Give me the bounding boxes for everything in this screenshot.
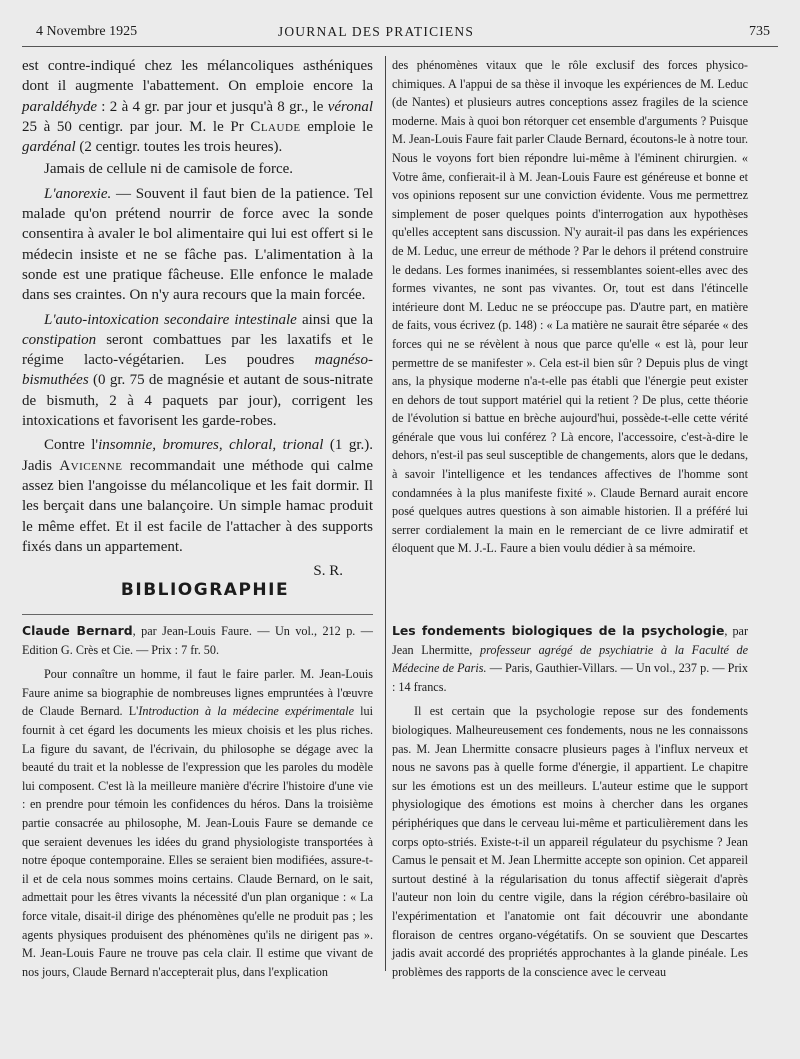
review-continuation: des phénomènes vitaux que le rôle exclusif des forces physico-chimiques. A l'appui de sa thèse il invoque les expériences de M. Leduc (de Nantes) et plusieurs autres conceptions assez fragiles de la science moderne. Mais à quoi bon rétorquer cet ensemble d'arguments ? Puisque M. Jean-Louis Faure fait parler Claude Bernard, écoutons-le à notre tour. Nous le voyons fort bien répondre lui-même à l'éminent chirurgien. « Votre âme, confierait-il à M. Jean-Louis Faure est généreuse et bonne et vos opinions reposent sur une conviction évidente. Vous me permettrez simplement de poser quelques points d'interrogation aux hypothèses qu'elles acceptent sans discussion. N'y aurait-il pas dans les expériences de M. Leduc, une erreur de méthode ? Par le dehors il prétend construire le dedans. Les formes inanimées, si ressemblantes soient-elles avec des formes vivantes, ne sont pas vivantes. Or, tout est dans l'étincelle intérieure dont M. Leduc ne se préoccupe pas. D'autre part, en matière de faits, vous écrivez (p. 148) : « La matière ne saurait être séparée « des forces qui ne se révèlent à nous que parce qu'elle « est là, pour leur permettre de se manifester ». Cela est-il bien sûr ? Depuis plus de vingt ans, la physique moderne n'a-t-elle pas établi que l'énergie peut exister en dehors de tout support matériel qui la retient ? De plus, cette théorie de l'évolution si battue en brèche aujourd'hui, possède-t-elle cette vérité générale que vous lui conférez ? Là encore, l'accessoire, c'est-à-dire le dehors, n'est-il pas seul susceptible de changements, alors que le dedans, à savoir l'intelligence et les tendances affectives de l'homme sont condamnées à la plus manifeste fixité ». Claude Bernard aurait encore posé quelques autres questions à son aimable historien. Il a préféré lui serrer cordialement la main en le remerciant de ce livre admiratif et éloquent que M. J.-L. Faure a bien voulu dédier à sa mémoire. <box>392 58 748 556</box>
signature: S. R. <box>313 563 343 580</box>
page-header <box>22 24 770 48</box>
bibliography-rule <box>22 614 373 615</box>
review-heading: Les fondements biologiques de la psychologie, par Jean Lhermitte, professeur agrégé de psychiatrie à la Faculté de Médecine de Paris. — Paris, Gauthier-Villars. — Un vol., 237 p. — Prix : 14 francs. <box>392 623 748 694</box>
review-claude-bernard <box>22 622 373 981</box>
review-heading: Claude Bernard, par Jean-Louis Faure. — Un vol., 212 p. — Edition G. Crès et Cie. — Prix : 7 fr. 50. <box>22 623 373 657</box>
journal-title: JOURNAL DES PRATICIENS <box>277 24 475 39</box>
header-rule <box>22 46 778 47</box>
page-number: 735 <box>749 24 770 39</box>
left-column <box>22 56 373 580</box>
paragraph-sedatives: est contre-indiqué chez les mélancoliques asthéniques dont il augmente l'abattement. On emploie encore la paraldéhyde : 2 à 4 gr. par jour et jusqu'à 8 gr., le véronal 25 à 50 centigr. par jour. M. le Pr Claude emploie le gardénal (2 centigr. toutes les trois heures). <box>22 58 373 156</box>
paragraph-no-cell: Jamais de cellule ni de camisole de force. <box>44 161 294 178</box>
paragraph-anorexia: L'anorexie. — Souvent il faut bien de la patience. Tel malade qu'on prétend nourrir de force avec la sonde consentira à avaler le bol alimentaire qui lui est offert si le médecin insiste et ne se fâche pas. L'alimentation à la sonde est une pratique fâcheuse. Elle enfonce le malade dans ses craintes. On n'y aura recours que la main forcée. <box>22 185 373 304</box>
bibliography-heading: BIBLIOGRAPHIE <box>120 580 290 600</box>
right-column <box>392 56 748 558</box>
review-body: Il est certain que la psychologie repose sur des fondements biologiques. Malheureusement ces fondements, nous ne les connaissons pas. M. Jean Lhermitte consacre plusieurs pages à l'influx nerveux et nous ne savons pas à quelle forme d'énergie, il appartient. Le chapitre sur les émotions est un des meilleurs. L'auteur estime que le support physiologique des émotions est moins à chercher dans les organes périphériques que dans le cerveau lui-même et particulièrement dans les corps opto-striés. Existe-t-il un appareil régulateur du psychisme ? Jean Camus le pensait et M. Jean Lhermitte accepte son opinion. Cet appareil surtout destiné à la régularisation du tonus affectif siègerait d'après l'auteur non loin du centre vigile, dans la région cérébro-basilaire où l'expérimentation et l'anatomie ont fait découvrir une abondante floraison de centres organo-végétatifs. On se souvient que Descartes jadis avait accordé des propriétés approchantes à la glande pinéale. Les problèmes des rapports de la conscience avec le cerveau <box>392 704 748 979</box>
column-divider <box>385 56 386 971</box>
paragraph-auto-intoxication: L'auto-intoxication secondaire intestinale ainsi que la constipation seront combattues par les laxatifs et le régime lacto-végétarien. Les poudres magnéso-bismuthées (0 gr. 75 de magnésie et autant de sous-nitrate de bismuth, 2 à 4 paquets par jour), corrigent les intoxications et favorisent les garde-robes. <box>22 311 373 430</box>
review-body: Pour connaître un homme, il faut le faire parler. M. Jean-Louis Faure anime sa biographie de nombreuses lignes empruntées à l'œuvre de Claude Bernard. L'Introduction à la médecine expérimentale lui fournit à cet égard les documents les mieux choisis et les plus riches. La figure du savant, de l'écrivain, du philosophe se dégage avec la beauté du trait et la noblesse de l'expression que les paroles du modèle lui composent. C'est là la meilleure manière d'écrire l'histoire d'une vie : en prendre pour témoin les confidences du héros. Dans la troisième partie consacrée au philosophe, M. Jean-Louis Faure se demande ce que seraient devenues les idées du grand physiologiste transportées à notre époque contemporaine. Elles se seraient bien modifiées, assure-t-il et de cela nous sommes moins certains. Claude Bernard, on le sait, admettait pour les êtres vivants la nécessité d'un plan organique : « La force vitale, disait-il dirige des phénomènes qu'elle ne produit pas ; les agents physiques produisent des phénomènes qu'ils ne dirigent pas ». M. Jean-Louis Faure ne trouve pas cela clair. Il estime que vivant de nos jours, Claude Bernard n'accepterait plus, dans l'explication <box>22 667 373 979</box>
issue-date: 4 Novembre 1925 <box>36 24 138 39</box>
paragraph-insomnia: Contre l'insomnie, bromures, chloral, trional (1 gr.). Jadis Avicenne recommandait une méthode qui calme assez bien l'angoisse du mélancolique et les fait dormir. Il les berçait dans une balançoire. Un simple hamac produit le même effet. Et il est facile de l'attacher à des supports fixés dans un appartement. <box>22 437 373 555</box>
review-fondements <box>392 622 748 981</box>
